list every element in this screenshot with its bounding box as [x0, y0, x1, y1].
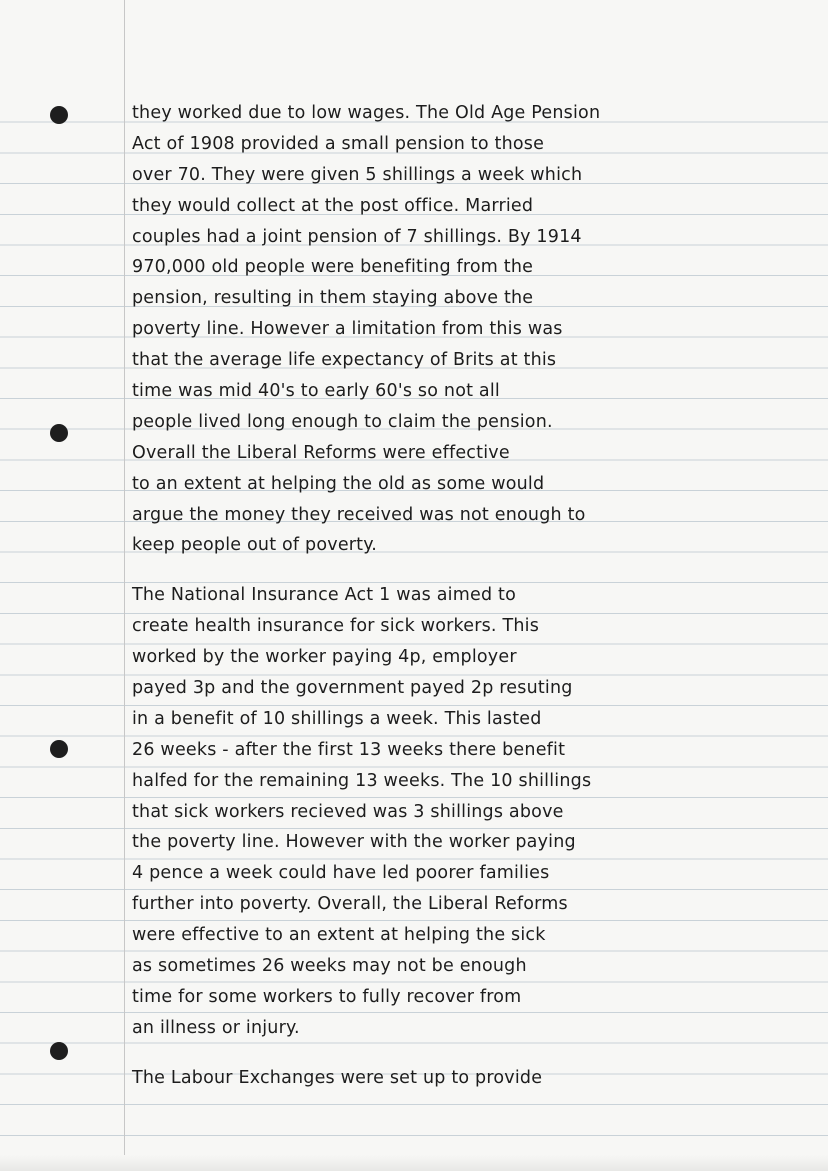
paragraph-gap [132, 1044, 792, 1063]
margin-line [124, 0, 125, 1171]
text-line: The National Insurance Act 1 was aimed to [132, 585, 516, 606]
text-line: The Labour Exchanges were set up to provide [132, 1067, 543, 1088]
text-line: worked by the worker paying 4p, employer [132, 647, 517, 668]
text-line: were effective to an extent at helping the sick [132, 925, 546, 946]
text-line: to an extent at helping the old as some would [132, 473, 545, 494]
text-line: 970,000 old people were benefiting from the [132, 257, 534, 278]
text-line: that the average life expectancy of Brits at this [132, 350, 557, 371]
text-line: payed 3p and the government payed 2p resuting [132, 678, 573, 699]
text-line: as sometimes 26 weeks may not be enough [132, 956, 527, 977]
text-line: over 70. They were given 5 shillings a week which [132, 164, 583, 185]
text-line: pension, resulting in them staying above the [132, 288, 534, 309]
text-line: create health insurance for sick workers. This [132, 616, 540, 637]
text-line: they worked due to low wages. The Old Age Pension [132, 103, 601, 123]
text-line: keep people out of poverty. [132, 535, 378, 556]
text-line: an illness or injury. [132, 1017, 300, 1038]
text-line: that sick workers recieved was 3 shillings above [132, 801, 564, 822]
punch-hole [50, 1042, 68, 1060]
paragraph-old-age-pension [132, 98, 792, 561]
text-line: Act of 1908 provided a small pension to those [132, 133, 545, 154]
text-line: poverty line. However a limitation from this was [132, 319, 563, 340]
text-line: halfed for the remaining 13 weeks. The 10 shillings [132, 770, 592, 791]
page-bottom-edge [0, 1155, 828, 1171]
paragraph-national-insurance [132, 580, 792, 1043]
text-line: further into poverty. Overall, the Liberal Reforms [132, 894, 568, 915]
paragraph-gap [132, 561, 792, 580]
text-line: argue the money they received was not enough to [132, 504, 586, 525]
text-line: in a benefit of 10 shillings a week. This lasted [132, 708, 542, 729]
punch-hole [50, 740, 68, 758]
paragraph-labour-exchanges [132, 1063, 792, 1094]
handwritten-essay [132, 98, 792, 1094]
punch-hole [50, 424, 68, 442]
text-line: couples had a joint pension of 7 shillings. By 1914 [132, 226, 582, 247]
text-line: Overall the Liberal Reforms were effective [132, 442, 510, 463]
text-line: time for some workers to fully recover from [132, 986, 522, 1007]
text-line: the poverty line. However with the worker paying [132, 832, 576, 853]
text-line: 4 pence a week could have led poorer families [132, 863, 550, 884]
text-line: 26 weeks - after the first 13 weeks there benefit [132, 739, 566, 760]
text-line: people lived long enough to claim the pension. [132, 411, 553, 432]
text-line: time was mid 40's to early 60's so not all [132, 381, 500, 402]
punch-hole [50, 106, 68, 124]
text-line: they would collect at the post office. Married [132, 195, 534, 216]
